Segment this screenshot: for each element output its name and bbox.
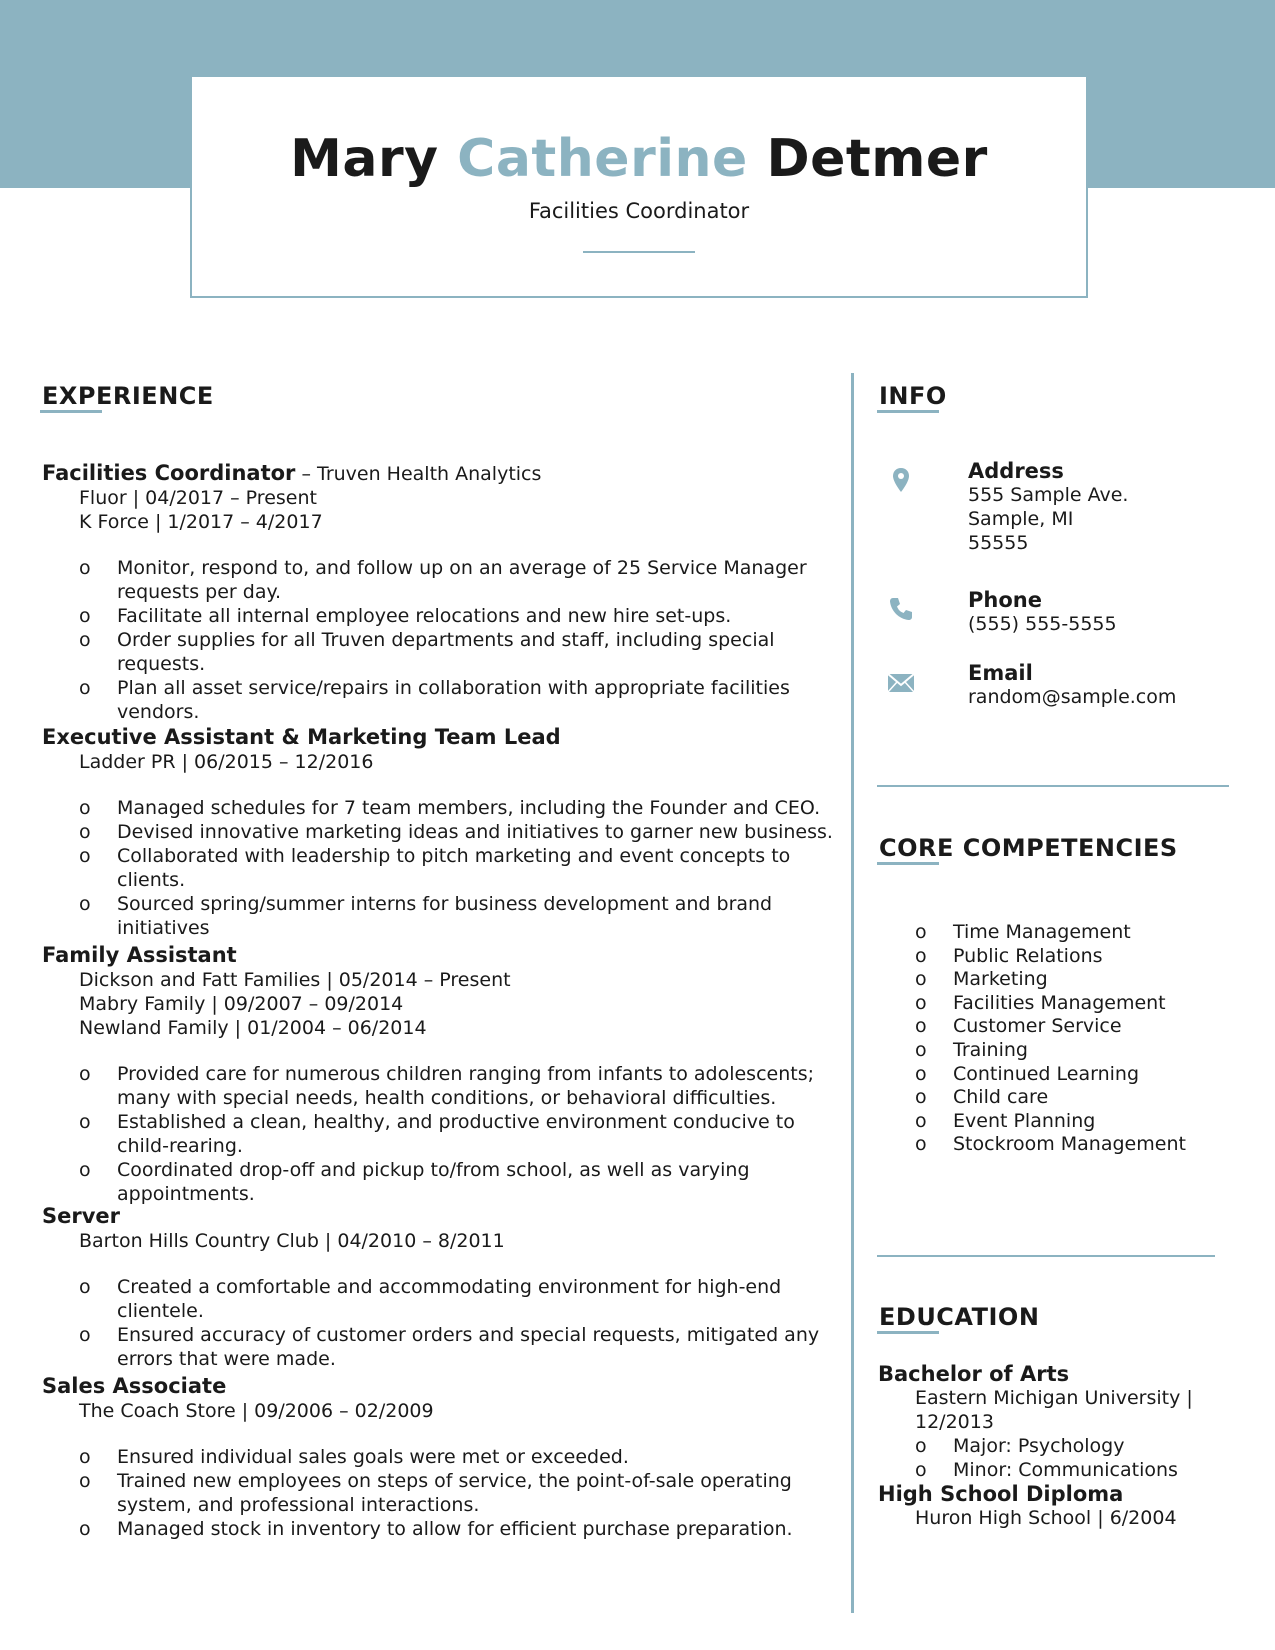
- address-block: [878, 459, 1248, 554]
- job-header: [42, 1204, 842, 1229]
- list-item: o Event Planning: [878, 1110, 1186, 1134]
- list-item: o Marketing: [878, 968, 1186, 992]
- middle-name: Catherine: [457, 129, 748, 189]
- competencies-underline: [877, 862, 939, 865]
- job-title: Facilities Coordinator: [528, 199, 750, 223]
- job-detail: Barton Hills Country Club | 04/2010 – 8/2011: [79, 1230, 505, 1252]
- list-item: o Facilitate all internal employee relocations and new hire set-ups.: [42, 604, 842, 628]
- phone-label: Phone: [968, 588, 1042, 612]
- job-bullets: [42, 1062, 842, 1206]
- degree-title: Bachelor of Arts: [878, 1362, 1070, 1386]
- job-entry: [42, 1204, 842, 1371]
- job-detail: Newland Family | 01/2004 – 06/2014: [79, 1017, 427, 1039]
- info-underline: [877, 410, 939, 413]
- job-header: [42, 943, 842, 968]
- list-item: o Devised innovative marketing ideas and initiatives to garner new business.: [42, 820, 842, 844]
- education-underline: [877, 1331, 939, 1334]
- address-value: 555 Sample Ave. Sample, MI 55555: [968, 484, 1129, 554]
- job-entry: [42, 725, 842, 940]
- job-entry: [42, 1374, 842, 1541]
- envelope-icon: [886, 667, 916, 697]
- phone-value: (555) 555-5555: [968, 613, 1117, 635]
- job-detail: The Coach Store | 09/2006 – 02/2009: [79, 1400, 434, 1422]
- competencies-list: [878, 921, 1186, 1157]
- job-detail: Mabry Family | 09/2007 – 09/2014: [79, 993, 404, 1015]
- job-detail: K Force | 1/2017 – 4/2017: [79, 511, 323, 533]
- header-rule: [583, 251, 695, 253]
- address-text: [968, 459, 1128, 555]
- map-pin-icon: [886, 465, 916, 495]
- list-item: o Customer Service: [878, 1015, 1186, 1039]
- phone-text: [968, 588, 1117, 636]
- list-item: o Stockroom Management: [878, 1133, 1186, 1157]
- job-bullets: [42, 556, 842, 724]
- column-divider: [851, 373, 854, 1613]
- job-entry: [42, 461, 842, 724]
- last-name: Detmer: [766, 129, 988, 189]
- job-role: Server: [42, 1204, 121, 1228]
- school-name: Eastern Michigan University | 12/2013: [915, 1387, 1193, 1433]
- list-item: o Ensured accuracy of customer orders and special requests, mitigated any errors that were made.: [42, 1323, 842, 1371]
- email-block: [878, 661, 1248, 741]
- school-name: Huron High School | 6/2004: [915, 1507, 1177, 1529]
- job-role: Family Assistant: [42, 943, 237, 967]
- competencies-rule: [877, 1255, 1215, 1257]
- first-name: Mary: [290, 129, 439, 189]
- education-notes: [878, 1434, 1258, 1482]
- list-item: o Continued Learning: [878, 1063, 1186, 1087]
- job-role: Sales Associate: [42, 1374, 227, 1398]
- list-item: o Order supplies for all Truven departments and staff, including special requests.: [42, 628, 842, 676]
- name-header: [190, 75, 1088, 298]
- job-bullets: [42, 1275, 842, 1371]
- education-entry: [878, 1362, 1258, 1482]
- experience-underline: [40, 410, 102, 413]
- list-item: o Minor: Communications: [878, 1458, 1258, 1482]
- list-item: o Ensured individual sales goals were met or exceeded.: [42, 1445, 842, 1469]
- job-bullets: [42, 796, 842, 940]
- email-text: [968, 661, 1176, 709]
- list-item: o Sourced spring/summer interns for business development and brand initiatives: [42, 892, 842, 940]
- phone-icon: [886, 594, 916, 624]
- job-company: – Truven Health Analytics: [295, 463, 542, 485]
- list-item: o Managed schedules for 7 team members, including the Founder and CEO.: [42, 796, 842, 820]
- degree-title: High School Diploma: [878, 1482, 1124, 1506]
- list-item: o Child care: [878, 1086, 1186, 1110]
- list-item: o Major: Psychology: [878, 1434, 1258, 1458]
- list-item: o Collaborated with leadership to pitch marketing and event concepts to clients.: [42, 844, 842, 892]
- list-item: o Plan all asset service/repairs in collaboration with appropriate facilities vendors.: [42, 676, 842, 724]
- list-item: o Coordinated drop-off and pickup to/from school, as well as varying appointments.: [42, 1158, 842, 1206]
- list-item: o Provided care for numerous children ranging from infants to adolescents; many with special needs, health conditions, or behavioral difficulties.: [42, 1062, 842, 1110]
- list-item: o Trained new employees on steps of service, the point-of-sale operating system, and professional interactions.: [42, 1469, 842, 1517]
- phone-block: [878, 588, 1248, 668]
- full-name: [192, 129, 1086, 189]
- email-label: Email: [968, 661, 1033, 685]
- job-header: [42, 461, 842, 486]
- education-entry: [878, 1482, 1258, 1530]
- education-heading: EDUCATION: [879, 1303, 1040, 1331]
- competencies-heading: CORE COMPETENCIES: [879, 834, 1178, 862]
- job-role: Facilities Coordinator: [42, 461, 296, 485]
- job-entry: [42, 943, 842, 1206]
- job-detail: Ladder PR | 06/2015 – 12/2016: [79, 751, 374, 773]
- job-header: [42, 725, 842, 750]
- list-item: o Time Management: [878, 921, 1186, 945]
- experience-heading: EXPERIENCE: [42, 382, 214, 410]
- list-item: o Training: [878, 1039, 1186, 1063]
- job-role: Executive Assistant & Marketing Team Lead: [42, 725, 561, 749]
- info-rule: [877, 785, 1229, 787]
- list-item: o Managed stock in inventory to allow for efficient purchase preparation.: [42, 1517, 842, 1541]
- list-item: o Established a clean, healthy, and productive environment conducive to child-rearing.: [42, 1110, 842, 1158]
- list-item: o Facilities Management: [878, 992, 1186, 1016]
- address-label: Address: [968, 459, 1064, 483]
- job-detail: Fluor | 04/2017 – Present: [79, 487, 317, 509]
- job-bullets: [42, 1445, 842, 1541]
- email-value[interactable]: random@sample.com: [968, 686, 1177, 708]
- job-detail: Dickson and Fatt Families | 05/2014 – Present: [79, 969, 511, 991]
- list-item: o Created a comfortable and accommodating environment for high-end clientele.: [42, 1275, 842, 1323]
- job-header: [42, 1374, 842, 1399]
- list-item: o Public Relations: [878, 945, 1186, 969]
- info-heading: INFO: [879, 382, 947, 410]
- list-item: o Monitor, respond to, and follow up on an average of 25 Service Manager requests per day.: [42, 556, 842, 604]
